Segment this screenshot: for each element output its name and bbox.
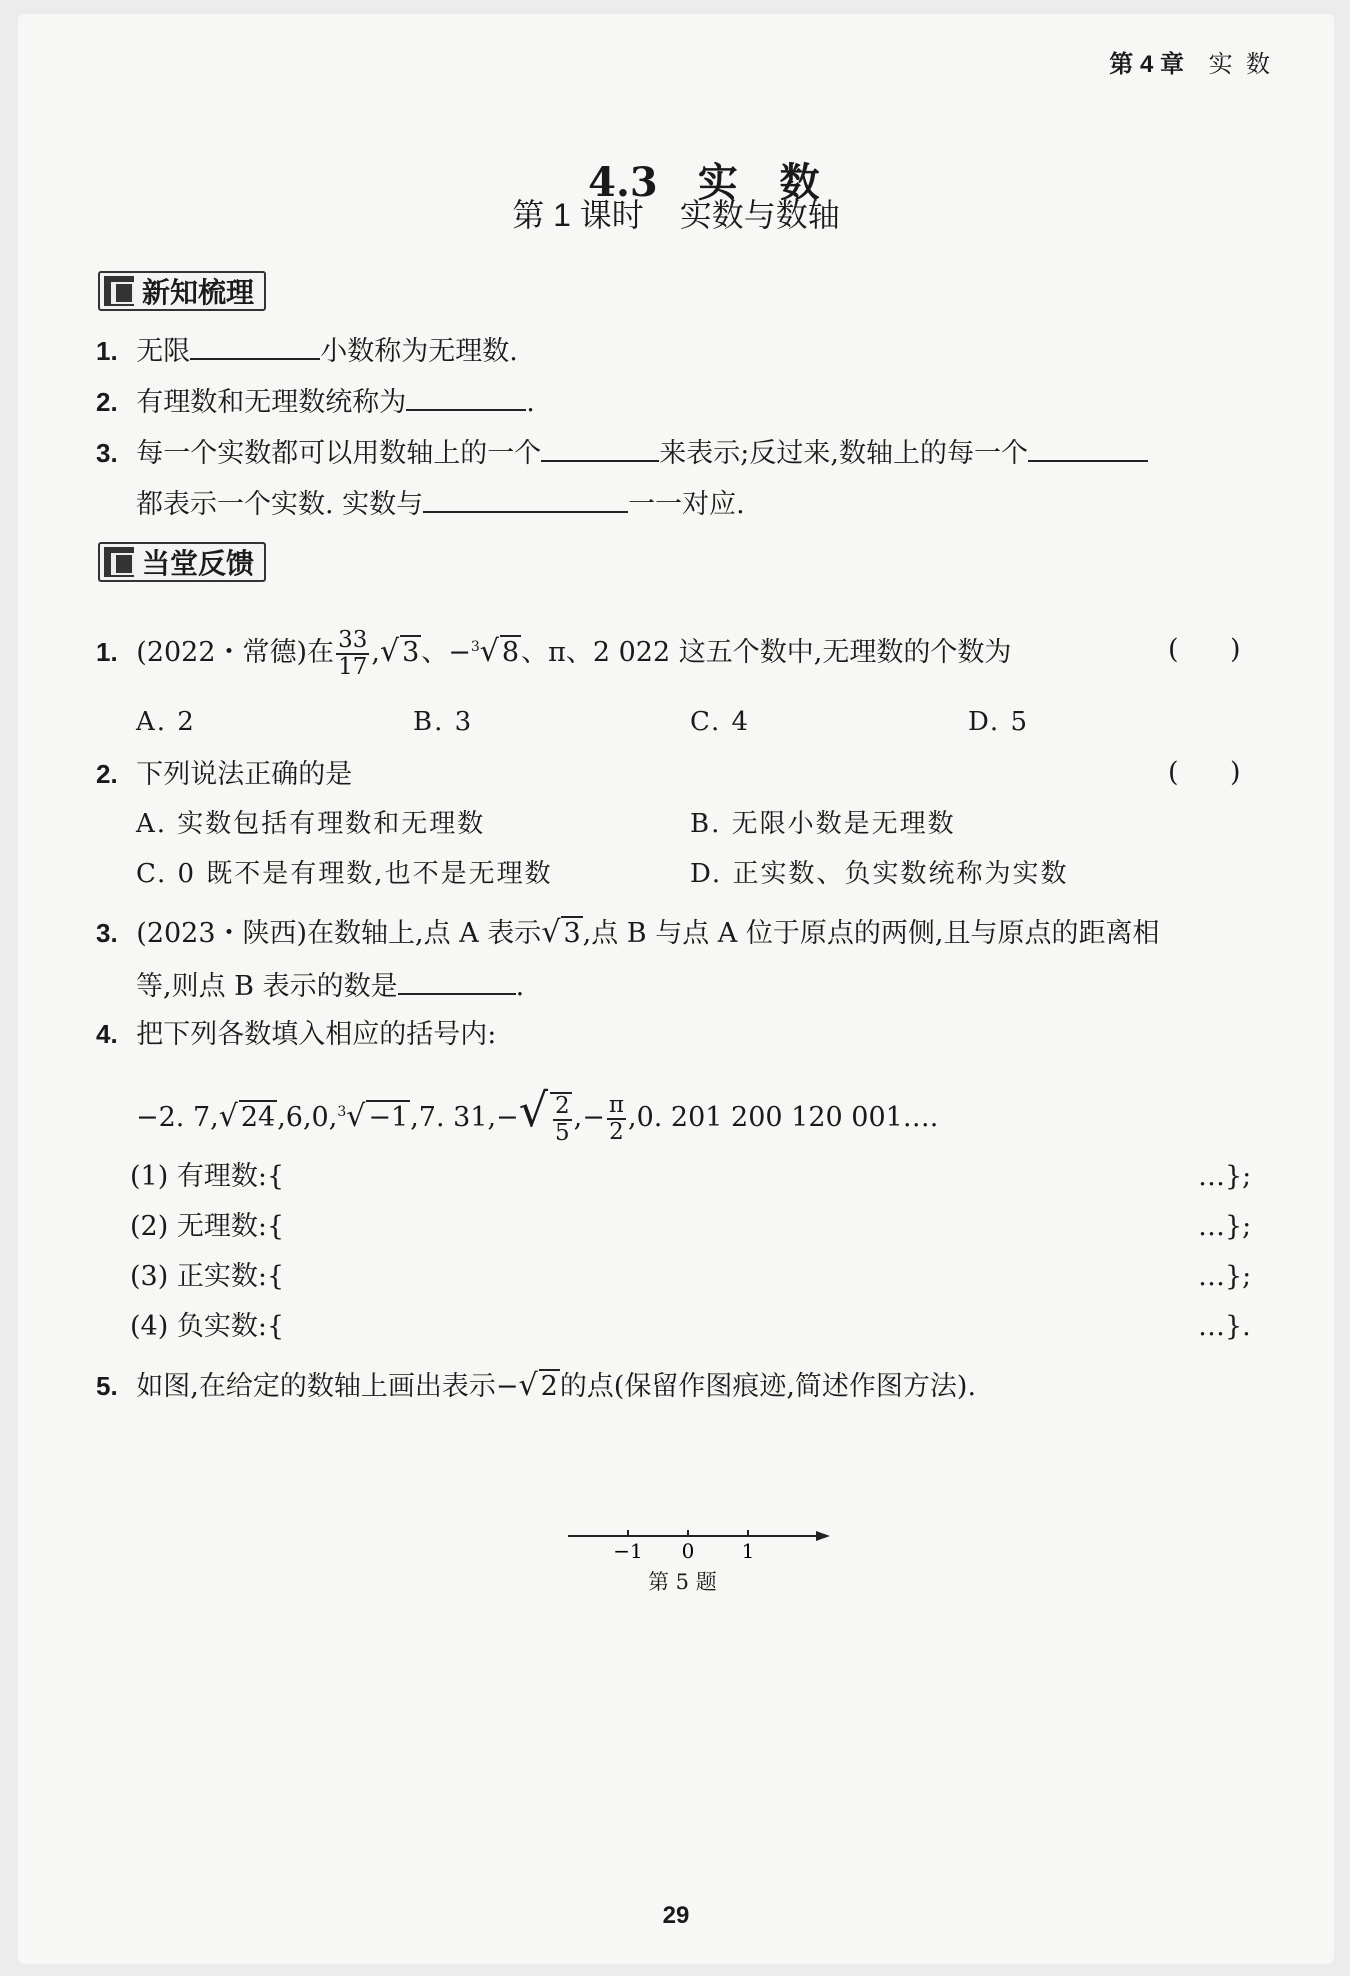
question-4: 4. 把下列各数填入相应的括号内: [96,1019,497,1050]
answer-blank[interactable] [1028,434,1148,462]
category-positive: (3) 正实数:{ [130,1261,285,1292]
question-2: 2. 下列说法正确的是 [96,759,353,790]
answer-area-rational[interactable] [328,1164,1188,1190]
category-irrational: (2) 无理数:{ [130,1211,285,1242]
lesson-title [18,190,1334,236]
question-5: 5. 如图,在给定的数轴上画出表示−√ 2的点(保留作图痕迹,简述作图方法). [96,1368,977,1403]
option-c[interactable]: C. 0 既不是有理数,也不是无理数 [136,859,553,889]
category-irrational-end: …}; [1198,1211,1252,1242]
book-icon [104,276,134,306]
lesson-label: 第 1 课时 [512,197,644,233]
tick-label: 0 [681,1539,695,1563]
question-3-line2: 等,则点 B 表示的数是 . [136,967,524,1004]
running-header [1109,44,1270,79]
option-a[interactable]: A. 2 [136,707,196,737]
question-3: 3. (2023・陕西)在数轴上,点 A 表示√ 3,点 B 与点 A 位于原点的两侧,且与原点的距离相 [96,915,1160,950]
answer-paren[interactable]: ( ) [1168,757,1241,788]
page-number: 29 [662,1902,690,1929]
section-title-text: 实 数 [697,159,820,206]
answer-area-positive[interactable] [328,1264,1188,1290]
category-positive-end: …}; [1198,1261,1252,1292]
category-negative: (4) 负实数:{ [130,1311,285,1342]
option-a[interactable]: A. 实数包括有理数和无理数 [136,809,486,839]
knowledge-item-3: 3. 每一个实数都可以用数轴上的一个 来表示;反过来,数轴上的每一个 [96,434,1148,471]
option-c[interactable]: C. 4 [690,707,751,737]
option-d[interactable]: D. 正实数、负实数统称为实数 [690,859,1069,889]
answer-area-negative[interactable] [328,1314,1188,1340]
section-number: 4.3 [588,159,658,206]
option-b[interactable]: B. 无限小数是无理数 [690,809,956,839]
fraction: $\frac{33}{17}$ [338,626,368,680]
category-rational: (1) 有理数:{ [130,1161,285,1192]
section-badge-new-knowledge [98,271,266,311]
badge-label: 新知梳理 [142,277,255,308]
answer-area-irrational[interactable] [328,1214,1188,1240]
answer-blank[interactable] [190,332,320,360]
category-negative-end: …}. [1198,1311,1251,1342]
knowledge-item-1: 1. 无限 小数称为无理数. [96,332,518,369]
answer-blank[interactable] [423,485,628,513]
arrow-right-icon [816,1531,830,1541]
answer-blank[interactable] [406,383,526,411]
option-d[interactable]: D. 5 [968,707,1029,737]
figure-caption: 第 5 题 [648,1570,717,1594]
section-badge-feedback [98,542,266,582]
knowledge-item-3-line2: 都表示一个实数. 实数与 一一对应. [136,485,745,522]
chapter-title: 实 数 [1208,51,1270,78]
tick-label: −1 [613,1539,643,1563]
tick-label: 1 [741,1539,755,1563]
number-list: −2. 7,√ 24,6,0,$^3$√ −1,7. 31,−√ $\frac{2}{5}$ ,− $\frac{\pi}{2}$ ,0. 201 200 120 001…. [136,1083,939,1146]
answer-blank[interactable] [398,967,516,995]
badge-label: 当堂反馈 [142,548,255,579]
category-rational-end: …}; [1198,1161,1252,1192]
question-1: 1. (2022・常德)在 $\frac{33}{17}$ ,√ 3、−$^3$√ 8、π、2 022 这五个数中,无理数的个数为 [96,626,1012,680]
pencil-icon [104,547,134,577]
chapter-number: 第 4 章 [1109,51,1184,78]
lesson-title-text: 实数与数轴 [679,197,840,233]
answer-paren[interactable]: ( ) [1168,634,1241,665]
knowledge-item-2: 2. 有理数和无理数统称为 . [96,383,535,420]
option-b[interactable]: B. 3 [413,707,474,737]
answer-blank[interactable] [541,434,659,462]
workbook-page [18,14,1334,1964]
